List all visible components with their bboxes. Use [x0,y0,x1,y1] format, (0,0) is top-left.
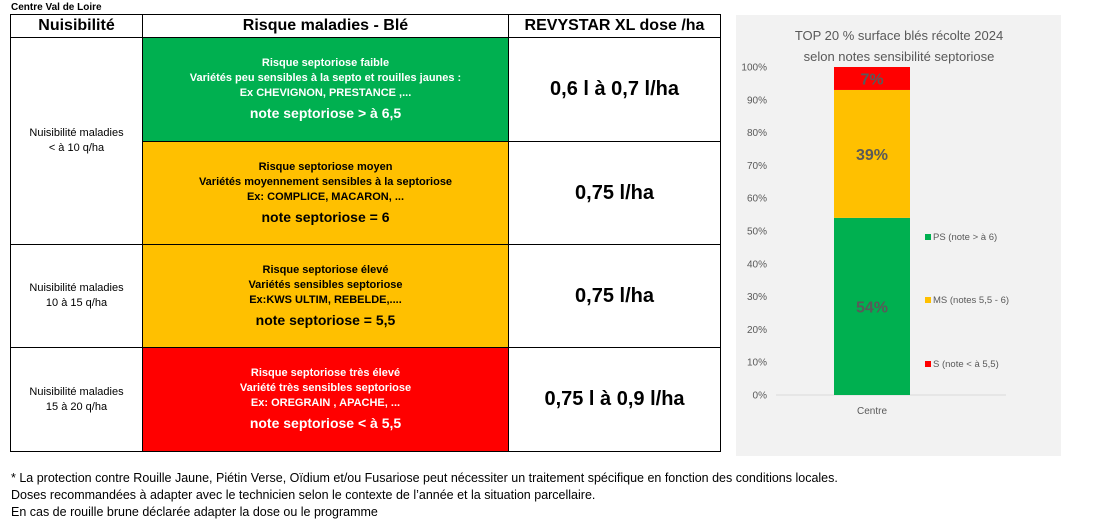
dose-cell: 0,75 l à 0,9 l/ha [509,348,721,452]
risk-cell-moyen [143,142,509,245]
chart-panel [736,15,1061,456]
y-tick-label: 30% [746,292,767,304]
risk-cell-eleve [143,245,509,348]
risk-note: note septoriose = 6 [261,208,390,225]
data-label: 7% [860,71,884,89]
nuisibilite-line: Nuisibilité maladies [29,385,124,398]
nuisibilite-cell [11,348,143,452]
nuisibilite-range: 15 à 20 q/ha [45,400,108,413]
table-row [11,348,721,452]
risk-examples: Ex:KWS ULTIM, REBELDE,.... [249,293,402,306]
legend-label: MS (notes 5,5 - 6) [933,295,1010,306]
x-tick-label: Centre [856,406,888,417]
y-tick-label: 100% [741,62,767,74]
footnote: * La protection contre Rouille Jaune, Piétin Verse, Oïdium et/ou Fusariose peut nécessiter un traitement spécifique en fonction des conditions locales. [11,471,838,485]
y-tick-label: 40% [746,259,767,271]
footnotes [11,470,838,521]
y-tick-label: 10% [746,357,767,369]
data-label: 39% [855,146,889,164]
legend-swatch [925,234,931,240]
risk-title: Risque septoriose très élevé [250,367,401,379]
y-tick-label: 80% [746,128,767,140]
nuisibilite-range: < à 10 q/ha [48,142,105,154]
risk-title: Risque septoriose faible [261,57,390,69]
header-risque: Risque maladies - Blé [143,15,509,38]
dose-cell: 0,75 l/ha [509,245,721,348]
table-header-row [11,15,721,38]
data-label: 54% [855,299,889,317]
nuisibilite-line: Nuisibilité maladies [29,282,124,294]
y-tick-label: 0% [752,390,767,402]
risk-title: Risque septoriose moyen [258,160,393,173]
chart-subtitle: selon notes sensibilité septoriose [803,49,995,64]
risk-cell-faible [143,38,509,142]
risk-cell-tres-eleve [143,348,509,452]
nuisibilite-cell [11,38,143,245]
legend-label: PS (note > à 6) [933,232,998,243]
risk-note: note septoriose > à 6,5 [249,105,402,121]
footnote: En cas de rouille brune déclarée adapter la dose ou le programme [11,505,378,519]
table-row [11,38,721,142]
dose-recommendation-table [10,14,721,452]
risk-note: note septoriose < à 5,5 [249,415,402,431]
risk-detail: Variété très sensibles septoriose [239,382,412,394]
header-nuisibilite: Nuisibilité [11,15,143,38]
risk-examples: Ex: COMPLICE, MACARON, ... [246,190,405,203]
legend-label: S (note < à 5,5) [933,359,999,370]
y-tick-label: 60% [746,193,767,205]
dose-cell: 0,6 l à 0,7 l/ha [509,38,721,142]
risk-examples: Ex CHEVIGNON, PRESTANCE ,... [239,87,412,99]
risk-note: note septoriose = 5,5 [255,311,396,328]
nuisibilite-cell [11,245,143,348]
footnote: Doses recommandées à adapter avec le technicien selon le contexte de l’année et la situation parcellaire. [11,488,596,502]
legend-swatch [925,361,931,367]
risk-detail: Variétés moyennement sensibles à la septoriose [198,175,453,188]
risk-title: Risque septoriose élevé [262,263,389,276]
risk-detail: Variétés peu sensibles à la septo et rouilles jaunes : [189,72,462,84]
stacked-bar-chart [736,15,1061,456]
legend-swatch [925,297,931,303]
risk-examples: Ex: OREGRAIN , APACHE, ... [250,397,401,409]
dose-cell: 0,75 l/ha [509,142,721,245]
region-label: Centre Val de Loire [11,2,102,13]
y-tick-label: 90% [746,95,767,107]
header-dose: REVYSTAR XL dose /ha [509,15,721,38]
y-tick-label: 50% [746,226,767,238]
nuisibilite-line: Nuisibilité maladies [29,127,124,139]
risk-detail: Variétés sensibles septoriose [248,278,403,291]
y-tick-label: 70% [746,160,767,172]
chart-title: TOP 20 % surface blés récolte 2024 [794,28,1004,43]
y-tick-label: 20% [746,324,767,336]
nuisibilite-range: 10 à 15 q/ha [45,297,108,309]
table-row [11,245,721,348]
